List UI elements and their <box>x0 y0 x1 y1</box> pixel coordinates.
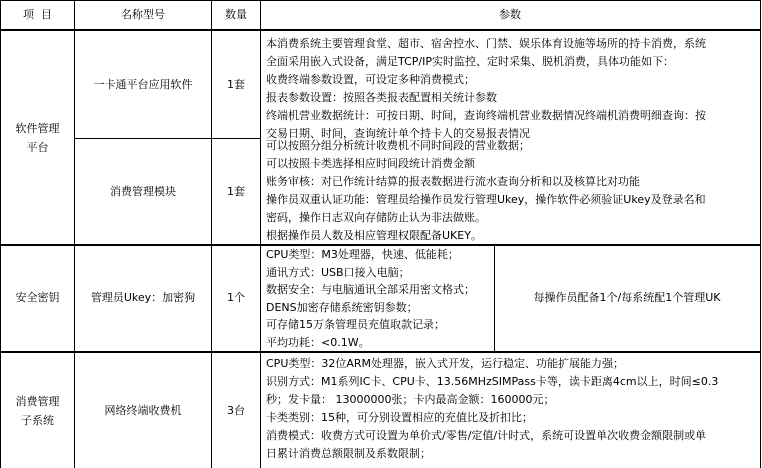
param-line: 交易日期、时间，查询统计单个持卡人的交易报表情况 <box>266 127 530 140</box>
param-line: 识别方式：M1系列IC卡、CPU卡、13.56MHzSIMPass卡等，读卡距离4cm以上，时间≤0.3 <box>266 375 719 388</box>
param-line: 日累计消费总额限制及系数限制； <box>266 447 431 460</box>
header-params: 参数 <box>499 8 521 21</box>
name-card-platform-software: 一卡通平台应用软件 <box>93 77 193 91</box>
category-software-platform: 软件管理 平台 <box>15 121 60 154</box>
name-network-pos-terminal: 网络终端收费机 <box>104 403 182 417</box>
param-line: 数据安全：与电脑通讯全部采用密文格式； <box>266 283 475 296</box>
param-line: 密码，操作日志双向存储防止认为非法做账。 <box>266 211 486 224</box>
row-divider <box>0 351 761 353</box>
column-divider <box>211 0 212 468</box>
column-divider <box>260 0 261 468</box>
param-line: 本消费系统主要管理食堂、超市、宿舍控水、门禁、娱乐体育设施等场所的持卡消费，系统 <box>266 37 706 50</box>
param-line: 操作员双重认证功能：管理员给操作员发行管理Ukey，操作软件必须验证Ukey及登录名和 <box>266 193 706 206</box>
subrow-divider <box>75 138 261 139</box>
name-consumption-module: 消费管理模块 <box>110 184 176 198</box>
param-line: 根据操作员人数及相应管理权限配备UKEY。 <box>266 229 482 242</box>
param-line: CPU类型：M3处理器，快速、低能耗； <box>266 248 459 261</box>
param-line: 消费模式：收费方式可设置为单价式/零售/定值/计时式，系统可设置单次收费金额限制或单 <box>266 429 707 442</box>
quantity-admin-ukey: 1个 <box>227 291 245 304</box>
params-network-pos-terminal <box>266 355 760 468</box>
quantity-network-pos-terminal: 3台 <box>227 403 245 417</box>
params-card-platform-software <box>266 35 760 139</box>
header-quantity: 数量 <box>225 8 247 21</box>
params-admin-ukey <box>266 246 496 352</box>
param-line: DENS加密存储系统密钥参数； <box>266 300 418 314</box>
param-line: 平均功耗：<0.1W。 <box>266 335 370 349</box>
column-divider <box>494 246 495 351</box>
header-name-model: 名称型号 <box>121 8 165 21</box>
note-admin-ukey: 每操作员配备1个/每系统配1个管理UK <box>533 291 721 304</box>
param-line: 收费终端参数设置，可设定多种消费模式； <box>266 73 475 86</box>
table-border-top <box>0 0 761 1</box>
params-consumption-module <box>266 137 760 245</box>
quantity-consumption-module: 1套 <box>227 184 245 198</box>
param-line: 账务审核：对已作统计结算的报表数据进行流水查询分析和以及核算比对功能 <box>266 175 640 188</box>
column-divider <box>74 0 75 468</box>
category-consumption-subsystem: 消费管理 子系统 <box>15 394 60 427</box>
param-line: 报表参数设置：按照各类报表配置相关统计参数 <box>266 91 497 104</box>
param-line: 可以按照分组分析统计收费机不同时间段的营业数据； <box>266 139 530 152</box>
quantity-card-platform-software: 1套 <box>227 77 245 91</box>
header-divider <box>0 29 761 31</box>
table-border-left <box>0 0 1 468</box>
param-line: 全面采用嵌入式设备，满足TCP/IP实时监控、定时采集、脱机消费，具体功能如下： <box>266 55 674 68</box>
param-line: 秒；发卡量： 13000000张；卡内最高金额：160000元； <box>266 393 555 406</box>
param-line: 卡类类别：15种，可分别设置相应的充值比及折扣比； <box>266 411 533 424</box>
param-line: 终端机营业数据统计：可按日期、时间，查询终端机营业数据情况终端机消费明细查询：按 <box>266 109 706 122</box>
category-security-key: 安全密钥 <box>15 291 60 304</box>
table-border-right <box>760 0 761 468</box>
param-line: 可以按照卡类选择相应时间段统计消费金额 <box>266 157 475 170</box>
param-line: 通讯方式：USB口接入电脑； <box>266 265 410 279</box>
header-item: 项 目 <box>23 8 52 21</box>
row-divider <box>0 244 761 246</box>
name-admin-ukey: 管理员Ukey：加密狗 <box>90 291 196 304</box>
param-line: CPU类型：32位ARM处理器，嵌入式开发，运行稳定、功能扩展能力强； <box>266 357 625 370</box>
param-line: 可存储15万条管理员充值取款记录； <box>266 318 445 331</box>
